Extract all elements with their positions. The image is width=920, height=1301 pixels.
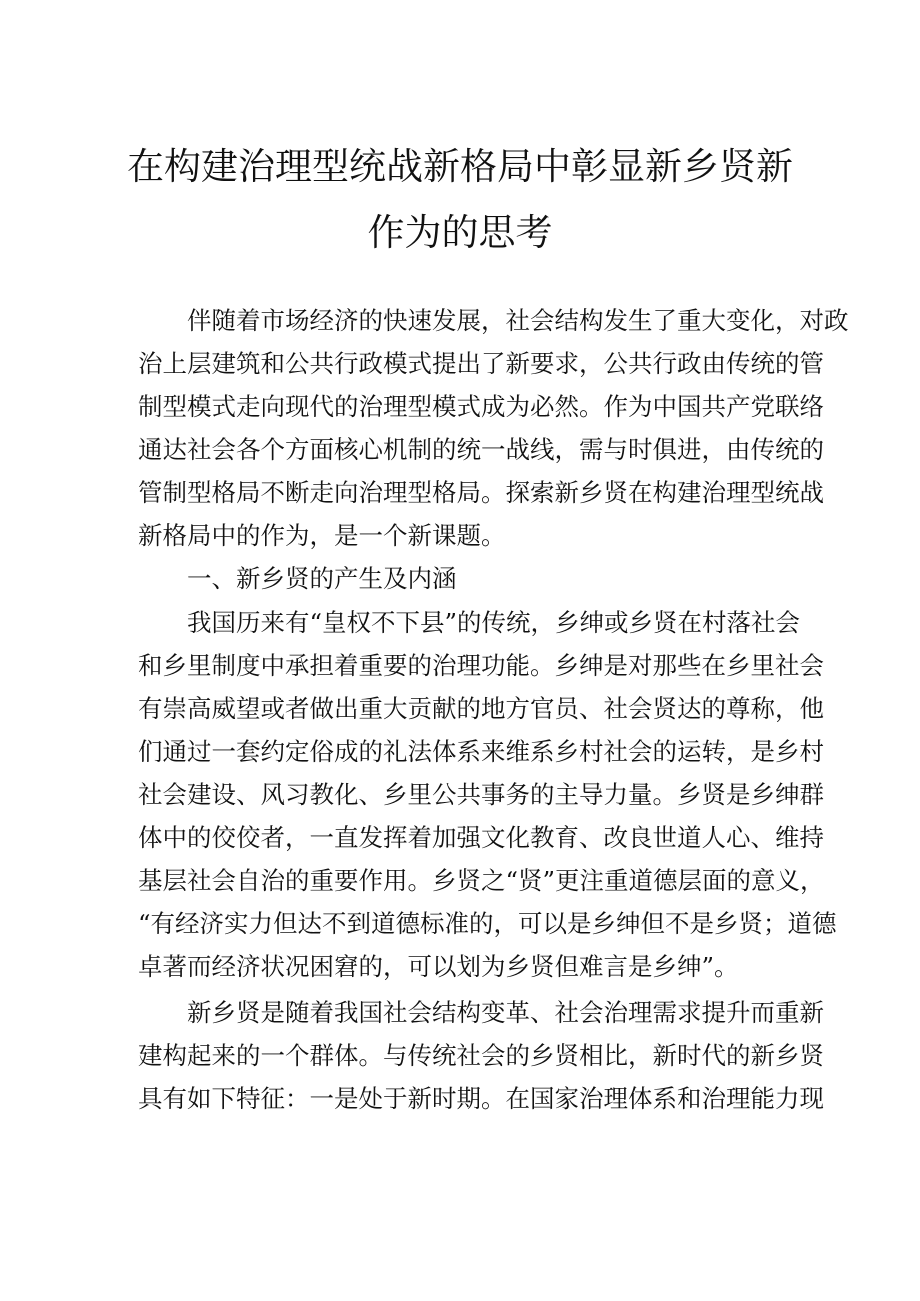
paragraph-2-line-2: 和乡里制度中承担着重要的治理功能。乡绅是对那些在乡里社会 <box>138 651 824 680</box>
paragraph-2-line-4: 们通过一套约定俗成的礼法体系来维系乡村社会的运转，是乡村 <box>138 737 824 766</box>
paragraph-3-line-2: 建构起来的一个群体。与传统社会的乡贤相比，新时代的新乡贤 <box>138 1041 824 1070</box>
paragraph-1-line-6: 新格局中的作为，是一个新课题。 <box>138 521 506 550</box>
paragraph-2-line-5: 社会建设、风习教化、乡里公共事务的主导力量。乡贤是乡绅群 <box>138 780 824 809</box>
paragraph-1-line-2: 治上层建筑和公共行政模式提出了新要求，公共行政由传统的管 <box>138 349 824 378</box>
document-title-line-1: 在构建治理型统战新格局中彰显新乡贤新 <box>127 145 793 188</box>
paragraph-1-line-4: 通达社会各个方面核心机制的统一战线，需与时俱进，由传统的 <box>138 435 824 464</box>
paragraph-1-line-5: 管制型格局不断走向治理型格局。探索新乡贤在构建治理型统战 <box>138 478 824 507</box>
paragraph-1-line-1: 伴随着市场经济的快速发展，社会结构发生了重大变化，对政 <box>187 306 849 335</box>
paragraph-3-line-1: 新乡贤是随着我国社会结构变革、社会治理需求提升而重新 <box>187 998 824 1027</box>
document-title-line-2: 作为的思考 <box>367 211 553 254</box>
paragraph-2-line-8: “有经济实力但达不到道德标准的，可以是乡绅但不是乡贤；道德 <box>138 909 837 938</box>
paragraph-2-line-9: 卓著而经济状况困窘的，可以划为乡贤但难言是乡绅”。 <box>138 952 739 981</box>
paragraph-3-line-3: 具有如下特征：一是处于新时期。在国家治理体系和治理能力现 <box>138 1084 824 1113</box>
section-heading: 一、新乡贤的产生及内涵 <box>187 564 457 593</box>
paragraph-1-line-3: 制型模式走向现代的治理型模式成为必然。作为中国共产党联络 <box>138 392 824 421</box>
paragraph-2-line-3: 有崇高威望或者做出重大贡献的地方官员、社会贤达的尊称，他 <box>138 694 824 723</box>
paragraph-2-line-1: 我国历来有“皇权不下县”的传统，乡绅或乡贤在村落社会 <box>187 608 801 637</box>
paragraph-2-line-6: 体中的佼佼者，一直发挥着加强文化教育、改良世道人心、维持 <box>138 823 824 852</box>
paragraph-2-line-7: 基层社会自治的重要作用。乡贤之“贤”更注重道德层面的意义， <box>138 866 825 895</box>
